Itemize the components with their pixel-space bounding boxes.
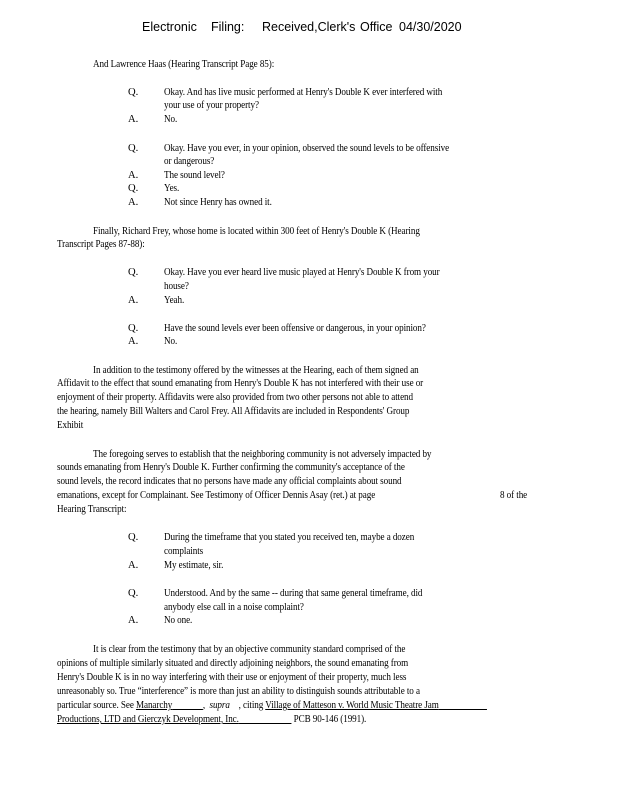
qa-text: Not since Henry has owned it. [164,197,272,208]
qa-text: No. [164,114,178,125]
qa-label: Q. [128,532,139,543]
para-foregoing-line: The foregoing serves to establish that the neighboring community is not adversely impacted by [93,449,432,460]
intro-frey-line: Finally, Richard Frey, whose home is located within 300 feet of Henry's Double K (Hearing [93,226,420,237]
para-affidavit-line: Affidavit to the effect that sound emanating from Henry's Double K has not interfered with their use or [57,378,424,389]
para-foregoing-line: Hearing Transcript: [57,504,127,515]
qa-text: house? [164,281,189,292]
qa-text: Understood. And by the same -- during that same general timeframe, did [164,588,423,599]
qa-text: Okay. And has live music performed at Henry's Double K ever interfered with [164,87,443,98]
qa-label: A. [128,114,139,125]
citation-blank [239,714,292,725]
citation-citing: , citing [238,700,266,711]
qa-text: or dangerous? [164,156,215,167]
qa-text: Yes. [164,183,180,194]
qa-text: No one. [164,615,193,626]
citation-blank [172,700,203,711]
citation-pcb: PCB 90-146 (1991). [293,714,367,725]
para-clear-line: Henry's Double K is in no way interfering with their use or enjoyment of their property, much less [57,672,407,683]
qa-text: Okay. Have you ever, in your opinion, observed the sound levels to be offensive [164,143,450,154]
para-foregoing-line: sound levels, the record indicates that no persons have made any official complaints about sound [57,476,402,487]
para-affidavit-line: the hearing, namely Bill Walters and Carol Frey. All Affidavits are included in Respondents' Group [57,406,410,417]
qa-label: A. [128,560,139,571]
qa-text: My estimate, sir. [164,560,224,571]
citation-comma: , [202,700,210,711]
header-received: Received,Clerk's [262,20,356,34]
citation-productions: Productions, LTD and Gierczyk Development, Inc. [57,714,239,725]
qa-label: A. [128,615,139,626]
para-clear-line: unreasonably so. True “interference” is more than just an ability to distinguish sounds attributable to a [57,686,420,697]
citation-line [57,699,487,713]
filing-header [0,20,618,36]
citation-supra: supra [209,700,230,711]
para-affidavit-line: Exhibit [57,420,84,431]
qa-text: No. [164,336,178,347]
qa-label: Q. [128,143,139,154]
qa-text: Yeah. [164,295,185,306]
para-foregoing-line: sounds emanating from Henry's Double K. Further confirming the community's acceptance of the [57,462,405,473]
qa-text: The sound level? [164,170,225,181]
para-clear-line: It is clear from the testimony that by an objective community standard comprised of the [93,644,406,655]
qa-label: A. [128,336,139,347]
header-office: Office [360,20,393,34]
qa-text: Okay. Have you ever heard live music played at Henry's Double K from your [164,267,440,278]
header-date: 04/30/2020 [399,20,462,34]
para-affidavit-line: In addition to the testimony offered by the witnesses at the Hearing, each of them signed an [93,365,419,376]
para-affidavit-line: enjoyment of their property. Affidavits were also provided from two other persons not able to attend [57,392,413,403]
qa-text: Have the sound levels ever been offensive or dangerous, in your opinion? [164,323,426,334]
intro-haas: And Lawrence Haas (Hearing Transcript Page 85): [93,59,275,70]
qa-text: During the timeframe that you stated you received ten, maybe a dozen [164,532,415,543]
qa-label: Q. [128,588,139,599]
qa-label: A. [128,295,139,306]
qa-label: A. [128,170,139,181]
para-foregoing-line: emanations, except for Complainant. See Testimony of Officer Dennis Asay (ret.) at page [57,490,376,501]
citation-line [57,713,366,727]
intro-frey-line: Transcript Pages 87-88): [57,239,145,250]
citation-pre: particular source. See [57,700,136,711]
qa-label: Q. [128,267,139,278]
qa-label: A. [128,197,139,208]
qa-label: Q. [128,183,139,194]
header-filing: Filing: [211,20,245,34]
header-electronic: Electronic [142,20,197,34]
para-clear-line: opinions of multiple similarly situated and directly adjoining neighbors, the sound emanating from [57,658,409,669]
citation-village: Village of Matteson v. World Music Theatre Jam [265,700,439,711]
citation-manarchy: Manarchy [135,700,173,711]
page-reference: 8 of the [500,490,528,501]
qa-label: Q. [128,323,139,334]
qa-text: your use of your property? [164,100,259,111]
qa-text: complaints [164,546,204,557]
citation-blank [230,700,239,711]
qa-label: Q. [128,87,139,98]
qa-text: anybody else call in a noise complaint? [164,602,304,613]
citation-blank [439,700,487,711]
